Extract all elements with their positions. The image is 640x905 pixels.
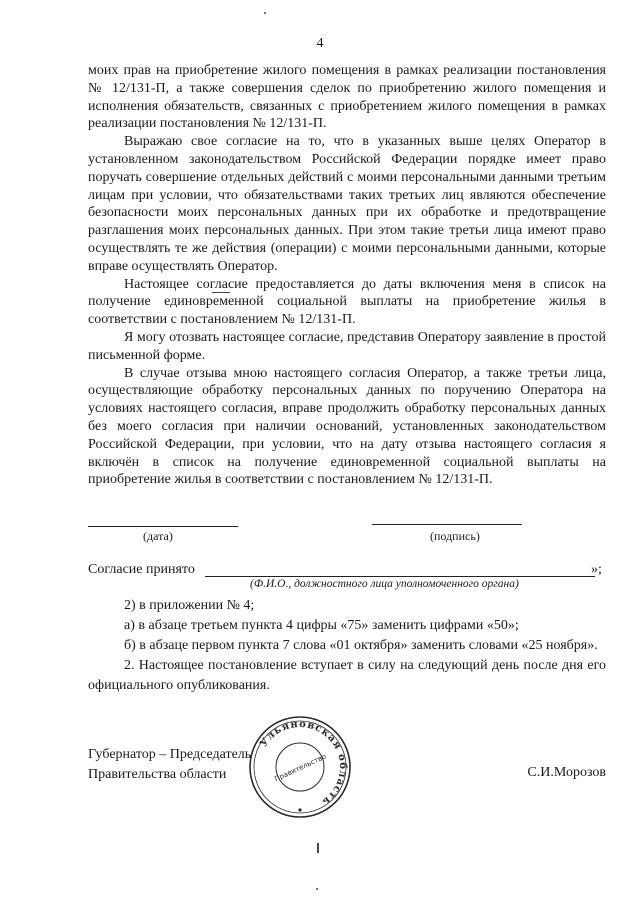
position-line-1: Губернатор – Председатель	[88, 747, 252, 762]
amendment-item: б) в абзаце первом пункта 7 слова «01 октября» заменить словами «25 ноября».	[124, 638, 598, 653]
amendments	[88, 596, 606, 696]
paragraph-continuation: моих прав на приобретение жилого помещения в рамках реализации постановления № 12/131-П, а также совершения сделок по приобретению жилого помещения и исполнения обязательств, связанных с приобретением жилого помещения в рамках реализации постановления № 12/131-П.	[88, 63, 606, 132]
page-number: 4	[316, 36, 324, 51]
scan-speck	[316, 888, 318, 890]
acceptance-caption: (Ф.И.О., должностного лица уполномоченного органа)	[250, 578, 519, 590]
scan-speck	[317, 843, 319, 853]
signature-caption: (подпись)	[430, 529, 480, 543]
acceptance-label: Согласие принято	[88, 562, 195, 577]
signatory-name: С.И.Морозов	[527, 765, 606, 780]
amendment-item: 2. Настоящее постановление вступает в силу на следующий день после дня его официального опубликования.	[88, 658, 606, 693]
svg-text:Ульяновская область: Ульяновская область	[258, 718, 349, 808]
amendment-item: 2) в приложении № 4;	[124, 598, 255, 613]
date-caption: (дата)	[143, 529, 173, 543]
scan-speck	[264, 12, 266, 14]
amendment-item: а) в абзаце третьем пункта 4 цифры «75» заменить цифрами «50»;	[124, 618, 519, 633]
signatory-position	[88, 745, 251, 785]
paragraph-revocation: Я могу отозвать настоящее согласие, представив Оператору заявление в простой письменной форме.	[88, 329, 606, 363]
paragraph-revocation-consequences: В случае отзыва мною настоящего согласия Оператор, а также третьи лица, осуществляющие обработку персональных данных по поручению Оператора на условиях настоящего согласия, вправе продолжить обработку персональных данных без моего согласия при наличии оснований, установленных законодательством Российской Федерации, при условии, что на дату отзыва настоящего согласия я включён в список на получение единовременной социальной выплаты на приобретение жилья в соответствии с постановлением № 12/131-П.	[88, 365, 606, 488]
acceptance-line	[205, 576, 595, 577]
position-line-2: Правительства области	[88, 767, 227, 782]
signature-line	[372, 524, 522, 525]
consent-text	[88, 62, 606, 489]
paragraph-third-parties: Выражаю свое согласие на то, что в указанных выше целях Оператор в установленном законодательством Российской Федерации порядке имеет право поручать совершение отдельных действий с моими персональными данными третьим лицам при условии, что обязательствами таких третьих лиц являются обеспечение безопасности моих персональных данных при их обработке и предотвращение разглашения моих персональных данных. При этом такие третьи лица имеют право осуществлять те же действия (операции) с моими персональными данными, которые вправе осуществлять Оператор.	[88, 134, 606, 274]
official-seal	[245, 712, 355, 822]
acceptance-closing: »;	[591, 562, 602, 577]
date-line	[88, 526, 238, 527]
paragraph-validity: Настоящее согласие предоставляется до даты включения меня в список на получение единовременной социальной выплаты на приобретение жилья в соответствии с постановлением № 12/131-П.	[88, 276, 606, 328]
svg-text:Правительство: Правительство	[273, 752, 328, 784]
scan-speck	[212, 292, 230, 293]
